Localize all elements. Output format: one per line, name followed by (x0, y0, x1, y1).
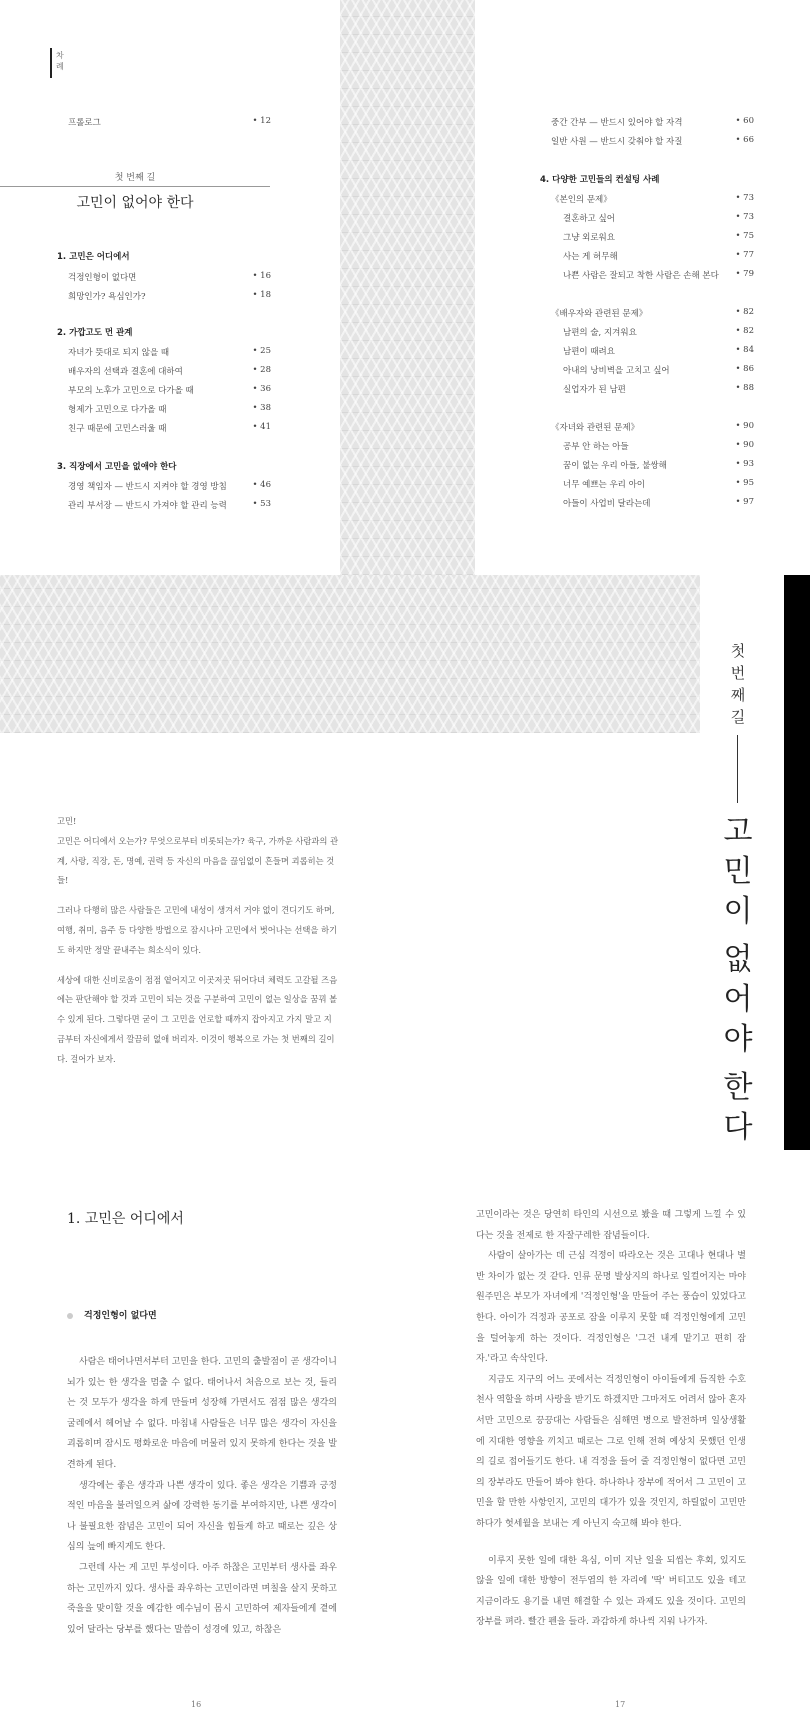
toc-entry-label: 친구 때문에 고민스러울 때 (68, 424, 167, 434)
intro-paragraph: 그러나 다행히 많은 사람들은 고민에 내성이 생겨서 거야 없이 견디기도 하며, 여행, 취미, 음주 등 다양한 방법으로 잠시나마 고민에서 벗어나는 선택을 하기도 하지만 정말 끝내주는 희소식이 있다. (57, 905, 338, 955)
toc-entry[interactable] (563, 478, 754, 490)
body-paragraph: 지금도 지구의 어느 곳에서는 걱정인형이 아이들에게 듬직한 수호천사 역할을 하며 사랑을 받기도 하겠지만 그마저도 어려서 않아 혼자서만 고민으로 끙끙대는 사람들은 심해면 병으로 발전하며 일상생활에 지대한 영향을 끼치고 때로는 그로 인해 전혀 예상치 못했던 인생의 길로 접어들기도 한다. 내 걱정을 들어 줄 걱정인형이 없다면 고민의 장부라도 만들어 봐야 한다. 하나하나 장부에 적어서 그 고민이 고민을 할 만한 사항인지, 고민의 대가가 있을 것인지, 하릴없이 고민만 하다가 헛세월을 보내는 게 아닌지 숙고해 봐야 한다. (476, 1374, 746, 1529)
part-title-char: 어 (723, 982, 753, 1017)
body-text-left (67, 1352, 337, 1640)
toc-entry[interactable] (551, 116, 754, 128)
toc-marker (50, 48, 52, 78)
toc-section-1[interactable]: 1. 고민은 어디에서 (57, 252, 130, 262)
toc-entry-label: 꿈이 없는 우리 아들, 불쌍해 (563, 461, 667, 471)
toc-group-title[interactable] (551, 307, 754, 319)
toc-entry-label: 너무 예쁘는 우리 아이 (563, 480, 646, 490)
part-title-char: 다 (723, 1110, 753, 1145)
part-title-char: 고 (723, 814, 753, 849)
part-label-char: 첫 (730, 642, 746, 660)
intro-paragraph: 고민은 어디에서 오는가? 무엇으로부터 비롯되는가? 육구, 가까운 사람과의 관계, 사랑, 직장, 돈, 명예, 권력 등 자신의 마음을 끊임없이 흔들며 괴롭히는 것들! (57, 835, 339, 886)
part-label-char: 길 (730, 708, 746, 726)
toc-entry[interactable] (563, 345, 754, 357)
category-title: 고민이 없어야 한다 (76, 195, 194, 211)
toc-entry-label: 중간 간부 — 반드시 있어야 할 자격 (551, 118, 683, 128)
body-paragraph: 사람이 살아가는 데 근심 걱정이 따라오는 것은 고대나 현대나 별반 차이가 없는 것 같다. 인류 문명 발상지의 하나로 일컬어지는 마야 원주민은 부모가 자녀에게 '걱정인형'을 만들어 주는 풍습이 있었다고 한다. 아이가 걱정과 공포로 잠을 이루지 못할 때 걱정인형에게 고민을 털어놓게 하는 것이다. 걱정인형은 '그건 내게 맡기고 편히 잠자.'라고 속삭인다. (476, 1251, 746, 1365)
pattern-band-top (340, 0, 475, 575)
toc-entry-label: 아내의 낭비벽을 고치고 싶어 (563, 366, 670, 376)
toc-entry-page: • 84 (735, 345, 754, 355)
chapter-heading: 1. 고민은 어디에서 (67, 1211, 184, 1227)
toc-group-label: 《자녀와 관련된 문제》 (551, 423, 640, 433)
category-rule (0, 186, 270, 187)
toc-entry[interactable] (551, 135, 754, 147)
intro-text (57, 812, 339, 1080)
toc-entry-page: • 75 (735, 231, 754, 241)
toc-entry-page: • 82 (735, 326, 754, 336)
toc-entry[interactable] (563, 383, 754, 395)
toc-section-2[interactable]: 2. 가깝고도 먼 관계 (57, 328, 133, 338)
black-edge-bar (784, 575, 810, 1150)
part-label-vertical (728, 640, 748, 728)
toc-entry-label: 관리 부서장 — 반드시 가져야 할 관리 능력 (68, 501, 227, 511)
toc-entry-page: • 86 (735, 364, 754, 374)
toc-entry[interactable] (563, 459, 754, 471)
toc-entry-page: • 12 (252, 116, 271, 126)
body-paragraph: 생각에는 좋은 생각과 나쁜 생각이 있다. 좋은 생각은 기쁨과 긍정적인 마음을 불러일으켜 삶에 강력한 동기를 부여하지만, 나쁜 생각이나 불필요한 잡념은 고민이 되어 자신을 힘들게 하고 때로는 깊은 상심의 늪에 빠지게도 한다. (67, 1480, 337, 1553)
toc-entry[interactable] (563, 250, 754, 262)
toc-entry-page: • 66 (735, 135, 754, 145)
body-paragraph: 고민이라는 것은 당연히 타인의 시선으로 봤을 때 그렇게 느낄 수 있다는 것을 전제로 한 자잘구레한 잡념들이다. (476, 1210, 746, 1241)
toc-entry-label: 나쁜 사람은 잘되고 착한 사람은 손해 본다 (563, 271, 719, 281)
toc-entry[interactable] (68, 403, 271, 415)
part-title-char: 없 (723, 942, 753, 977)
toc-entry[interactable] (563, 440, 754, 452)
toc-entry-page: • 90 (735, 421, 754, 431)
toc-entry-label: 걱정인형이 없다면 (68, 273, 137, 283)
vertical-rule (737, 735, 738, 803)
toc-entry-page: • 36 (252, 384, 271, 394)
toc-entry[interactable] (68, 384, 271, 396)
body-text-right (476, 1205, 746, 1633)
toc-section-4[interactable]: 4. 다양한 고민들의 컨설팅 사례 (540, 175, 660, 185)
toc-entry[interactable] (68, 290, 271, 302)
pattern-band-middle (0, 575, 700, 733)
part-title-vertical (718, 812, 758, 1148)
toc-entry-page: • 60 (735, 116, 754, 126)
part-title-char: 이 (723, 894, 753, 929)
toc-entry[interactable] (68, 271, 271, 283)
toc-entry-label: 프롤로그 (68, 118, 101, 128)
intro-paragraph: 세상에 대한 신비로움이 점점 옅어지고 이곳저곳 뒤어다녀 체력도 고갈될 즈음에는 판단해야 할 것과 고민이 되는 것을 구분하여 고민이 없는 일상을 꿈꿔 볼 수 있게 된다. 그렇다면 굳이 그 고민을 언로할 때까지 잡아지고 가지 말고 지금부터 자신에게서 깔끔히 없애 버리자. 이것이 행복으로 가는 첫 번째의 길이다. 걸어가 보자. (57, 974, 338, 1064)
toc-entry-label: 실업자가 된 남편 (563, 385, 626, 395)
toc-entry-label: 남편의 술, 지겨워요 (563, 328, 637, 338)
toc-entry-label: 결혼하고 싶어 (563, 214, 615, 224)
body-paragraph: 사람은 태어나면서부터 고민을 한다. 고민의 출발점이 곧 생각이니 뇌가 있는 한 생각을 멈출 수 없다. 태어나서 처음으로 보는 것, 들리는 것 모두가 생각을 하게 만들며 성장해 가면서도 점점 많은 생각의 굴레에서 헤어날 수 없다. 마침내 사람들은 너무 많은 생각이 자신을 괴롭히며 잠시도 평화로운 마음에 머물러 있지 못하게 한다는 것을 발견하게 된다. (67, 1357, 337, 1470)
part-title-char: 민 (723, 854, 753, 889)
intro-line: 고민! (57, 816, 77, 826)
part-label-char: 째 (730, 686, 746, 704)
toc-entry[interactable] (68, 365, 271, 377)
toc-entry-page: • 77 (735, 250, 754, 260)
toc-entry-page: • 93 (735, 459, 754, 469)
toc-entry-label: 공부 안 하는 아들 (563, 442, 629, 452)
toc-label: 차례 (56, 51, 64, 71)
toc-entry-page: • 95 (735, 478, 754, 488)
toc-entry[interactable] (563, 231, 754, 243)
part-title-char: 한 (723, 1070, 753, 1105)
toc-entry-page: • 46 (252, 480, 271, 490)
body-paragraph: 그런데 사는 게 고민 투성이다. 아주 하찮은 고민부터 생사를 좌우하는 고민까지 있다. 생사를 좌우하는 고민이라면 며칠을 살지 못하고 죽을을 맞이할 것을 예감한 예수님이 몸시 고민하여 제자들에게 곁에 있어 달라는 당부를 했다는 말씀이 성경에 있고, 하찮은 (67, 1562, 337, 1635)
toc-entry-label: 희망인가? 욕심인가? (68, 292, 146, 302)
toc-entry-label: 일반 사원 — 반드시 갖춰야 할 자질 (551, 137, 683, 147)
toc-entry-label: 아들이 사업비 달라는데 (563, 499, 651, 509)
toc-group-label: 《배우자와 관련된 문제》 (551, 309, 648, 319)
toc-entry-page: • 38 (252, 403, 271, 413)
toc-entry-page: • 28 (252, 365, 271, 375)
toc-entry-label: 경영 책임자 — 반드시 지켜야 할 경영 방침 (68, 482, 227, 492)
toc-entry-label: 자녀가 뜻대로 되지 않을 때 (68, 348, 170, 358)
bullet-dot-icon (67, 1313, 73, 1319)
toc-entry[interactable] (68, 346, 271, 358)
page-number-left: 16 (191, 1700, 202, 1709)
toc-entry-page: • 53 (252, 499, 271, 509)
toc-entry-page: • 90 (735, 440, 754, 450)
toc-entry-page: • 25 (252, 346, 271, 356)
subheading: 걱정인형이 없다면 (84, 1311, 157, 1321)
toc-entry-label: 형제가 고민으로 다가올 때 (68, 405, 167, 415)
toc-entry-label: 그냥 외로워요 (563, 233, 615, 243)
toc-section-3[interactable]: 3. 직장에서 고민을 없애야 한다 (57, 462, 177, 472)
toc-entry-prologue[interactable] (68, 116, 271, 128)
toc-entry[interactable] (68, 499, 271, 511)
toc-entry-page: • 97 (735, 497, 754, 507)
toc-entry-label: 부모의 노후가 고민으로 다가올 때 (68, 386, 194, 396)
toc-entry[interactable] (563, 269, 754, 281)
toc-entry-page: • 16 (252, 271, 271, 281)
toc-entry-page: • 79 (735, 269, 754, 279)
toc-entry[interactable] (563, 364, 754, 376)
part-title-char: 야 (723, 1022, 753, 1057)
toc-entry-label: 사는 게 허무해 (563, 252, 618, 262)
toc-entry-page: • 88 (735, 383, 754, 393)
toc-entry-page: • 82 (735, 307, 754, 317)
toc-entry-page: • 41 (252, 422, 271, 432)
toc-group-title[interactable] (551, 421, 754, 433)
toc-entry-page: • 73 (735, 193, 754, 203)
body-paragraph: 이루지 못한 일에 대한 욕심, 이미 지난 일을 되씹는 후회, 있지도 않을 일에 대한 방향이 전두엽의 한 자리에 '딱' 버티고도 있을 테고 지금이라도 용기를 내면 해결할 수 있는 과제도 있을 것이다. 고민의 장부를 펴라. 빨간 펜을 들라. 과감하게 하나씩 지워 나가자. (476, 1555, 746, 1628)
toc-entry[interactable] (563, 497, 754, 509)
toc-entry[interactable] (563, 212, 754, 224)
part-title-space (718, 1060, 758, 1068)
toc-entry-page: • 73 (735, 212, 754, 222)
toc-entry[interactable] (68, 422, 271, 434)
page-number-right: 17 (615, 1700, 626, 1709)
toc-entry-page: • 18 (252, 290, 271, 300)
part-title-space (718, 932, 758, 940)
toc-entry-label: 배우자의 선택과 결혼에 대하여 (68, 367, 183, 377)
toc-group-label: 《본인의 문제》 (551, 195, 612, 205)
toc-entry[interactable] (68, 480, 271, 492)
toc-entry-label: 남편이 때려요 (563, 347, 615, 357)
part-label-char: 번 (730, 664, 746, 682)
category-label: 첫 번째 길 (114, 173, 156, 183)
toc-entry[interactable] (563, 326, 754, 338)
toc-group-title[interactable] (551, 193, 754, 205)
